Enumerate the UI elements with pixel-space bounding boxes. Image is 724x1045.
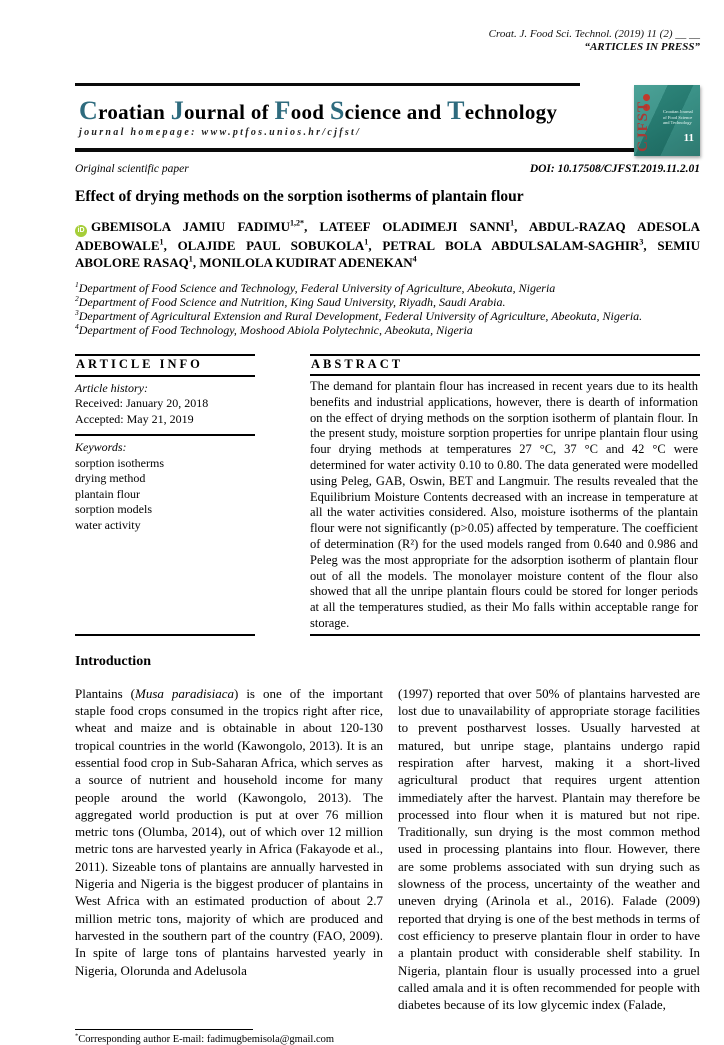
cover-dot-icon: [643, 94, 650, 101]
affiliations-block: [75, 281, 700, 337]
info-abstract-section: [75, 354, 700, 636]
affiliation-line: $^1$Department of Food Science and Technology, Federal University of Agriculture, Abeokuta, Nigeria: [75, 280, 556, 295]
abstract-column: [310, 354, 700, 636]
received-date: Received: January 20, 2018: [75, 396, 209, 410]
affiliation-line: $^4$Department of Food Technology, Moshood Abiola Polytechnic, Abeokuta, Nigeria: [75, 322, 473, 337]
footnote-rule: [75, 1029, 253, 1030]
keywords-label: Keywords:: [75, 434, 255, 456]
keyword-item: sorption models: [75, 502, 152, 516]
keyword-item: water activity: [75, 517, 141, 532]
journal-homepage-link[interactable]: journal homepage: www.ptfos.unios.hr/cjfst/: [79, 127, 362, 138]
intro-column-2: (1997) reported that over 50% of plantains harvested are lost due to unavailability of appropriate storage facilities to prevent postharvest losses. Usually harvested at matured, but unripe stage, plantains undergo rapid respiration after harvest, making it a short-lived agricultural product that requires urgent attention immediately after the harvest. Plantain may therefore be processed into flour when it is matured but not ripe. Traditionally, sun drying is the most common method used in processing plantains into flour. However, there are some problems associated with sun drying such as slowness of the process, uncertainty of the weather and uneven drying (Arinola et al., 2016). Falade (2009) reported that drying is one of the best methods in terms of cost efficiency to preserve plantain flour in order to have a plantain product with considerable shelf stability. In Nigeria, plantain flour is usually processed into a gruel called amala and it is often recommended for people with diabetes because of its low glycemic index (Falade,: [398, 685, 700, 1013]
authors-text: GBEMISOLA JAMIU $FADIMU^{1,2*}$, LATEEF OLADIMEJI SANNI$^1$, ABDUL-RAZAQ ADESOLA ADEBOWALE$^1$, OLAJIDE PAUL SOBUKOLA$^1$, PETRAL BOLA ABDULSALAM-SAGHIR$^3$, SEMIU ABOLORE RASAQ$^1$, MONILOLA KUDIRAT ADENEKAN$^4$: [75, 218, 701, 270]
orcid-icon[interactable]: iD: [75, 225, 87, 237]
keyword-item: sorption isotherms: [75, 455, 164, 470]
banner-inner: [75, 86, 700, 152]
meta-row: [75, 163, 700, 175]
running-head: [75, 0, 700, 54]
affiliation-line: $^3$Department of Agricultural Extension and Rural Development, Federal University of Agriculture, Abeokuta, Nigeria.: [75, 308, 643, 323]
journal-title: Croatian Journal of Food Science and Technology: [79, 96, 558, 125]
corresponding-author-footnote: [75, 1029, 700, 1045]
paper-title: Effect of drying methods on the sorption isotherms of plantain flour: [75, 188, 524, 205]
abstract-text: The demand for plantain flour has increased in recent years due to its health benefits and industrial applications, however, there is dearth of information on the effect of drying methods on the sorption isotherm of plantain flour. In the present study, moisture sorption properties for unripe plantain flour using four drying methods at temperatures 27 °C, 37 °C and 42 °C were determined for water activity 0.10 to 0.80. The data generated were modelled using Peleg, GAB, Oswin, BET and Langmuir. The results revealed that the Equilibrium Moisture Contents decreased with an increase in temperature at all the water activities considered. Also, moisture isotherms of the plantain flour were not significantly (p>0.05) affected by temperature. The coefficient of determination (R²) for the used models ranged from 0.640 and 0.986 and Peleg was the most appropriate for the adsorption isotherm of plantain flour out of all the models. The monolayer moisture content of the flour also showed that all the unripe plantain flours could be stored for longer periods at all the temperatures studied, as their Mo falls within acceptable range for storage.: [310, 379, 698, 630]
affiliation-line: $^2$Department of Food Science and Nutrition, King Saud University, Riyadh, Saudi Arabia.: [75, 294, 506, 309]
journal-reference: Croat. J. Food Sci. Technol. (2019) 11 (2) __ __: [488, 28, 700, 40]
articles-in-press-label: “ARTICLES IN PRESS”: [584, 41, 700, 53]
doi-link[interactable]: DOI: 10.17508/CJFST.2019.11.2.01: [529, 163, 700, 175]
article-history-label: Article history:: [75, 380, 148, 395]
cover-issue-number: 11: [683, 132, 694, 144]
paper-type-label: Original scientific paper: [75, 163, 189, 175]
authors-line: [75, 218, 700, 271]
journal-banner: [75, 83, 700, 152]
introduction-heading: Introduction: [75, 653, 151, 669]
info-bottom-rule: [75, 634, 255, 636]
keyword-item: drying method: [75, 471, 146, 485]
article-info-column: [75, 354, 255, 636]
accepted-date: Accepted: May 21, 2019: [75, 411, 194, 426]
cover-mini-title: Croatian Journal of Food Science and Technology: [663, 109, 693, 125]
footnote-text[interactable]: *Corresponding author E-mail: fadimugbemisola@gmail.com: [75, 1032, 335, 1045]
journal-cover-logo: [634, 85, 700, 156]
keyword-item: plantain flour: [75, 486, 140, 501]
abstract-heading: ABSTRACT: [310, 354, 700, 376]
keywords-list: [75, 456, 255, 534]
cover-abbreviation: CJFST: [635, 101, 651, 152]
intro-column-1: Plantains (Musa paradisiaca) is one of the important staple food crops consumed in the tropics right after rice, wheat and maize and is obtainable in about 120-130 tropical countries in the world (Kawongolo, 2013). It is an essential food crop in Sub-Saharan Africa, which serves as a source of nutrient and household income for many people around the world (Kawongolo, 2013). The aggregated world production is put at over 76 million metric tons (Olumba, 2014), out of which over 12 million metric tons are harvested yearly in Africa (Fakayode et al., 2011). Sizeable tons of plantains are annually harvested in Nigeria and Nigeria is the biggest producer of plantains in West Africa with an estimated production of about 2.7 million metric tons, majority of which are produced and harvested in the southern part of the country (FAO, 2009). In spite of large tons of plantains harvested yearly in Nigeria, Olorunda and Adelusola: [75, 685, 384, 978]
abstract-bottom-rule: [310, 634, 700, 636]
article-info-heading: ARTICLE INFO: [75, 354, 255, 377]
body-columns: [75, 685, 700, 1014]
